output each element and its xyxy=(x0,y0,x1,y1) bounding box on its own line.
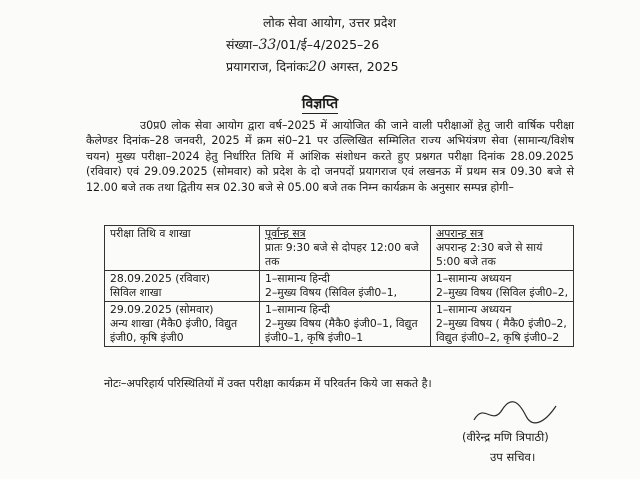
row2-afternoon xyxy=(431,302,574,347)
place-date xyxy=(226,58,399,75)
row2-morning xyxy=(260,302,431,347)
row1-date-branch xyxy=(105,271,260,302)
note-text: नोटः–अपरिहार्य परिस्थितियों में उक्त परीक्षा कार्यक्रम में परिवर्तन किये जा सकते है। xyxy=(104,377,432,390)
morning-title: पूर्वान्ह सत्र xyxy=(265,227,306,240)
afternoon-time: अपरान्ह 2:30 बजे से सायं 5:00 बजे तक xyxy=(436,241,543,268)
header-morning-session xyxy=(260,226,431,271)
date-rest: अगस्त, 2025 xyxy=(330,59,399,74)
row2-date-branch xyxy=(105,302,260,347)
row2-morning-paper2: 2–मुख्य विषय (मैकै0 इंजी0–1, विद्युत इंजी0–1, कृषि इंजी0–1 xyxy=(265,317,418,344)
header-afternoon-session xyxy=(431,226,574,271)
row1-date: 28.09.2025 (रविवार) xyxy=(110,272,211,285)
table-header-row xyxy=(105,226,574,271)
row1-afternoon-paper1: 1–सामान्य अध्ययन xyxy=(436,272,512,285)
place-prefix: प्रयागराज, दिनांकः xyxy=(226,59,309,74)
ref-suffix: /01/ई–4/2025–26 xyxy=(276,37,380,52)
signatory-designation: उप सचिव। xyxy=(490,450,536,464)
signature-scribble xyxy=(470,398,560,428)
reference-number xyxy=(226,36,379,53)
header-date-branch xyxy=(105,226,260,271)
table-row xyxy=(105,271,574,302)
row2-afternoon-paper1: 1–सामान्य अध्ययन xyxy=(436,303,512,316)
exam-schedule-table xyxy=(104,225,574,347)
afternoon-title: अपरान्ह सत्र xyxy=(436,227,484,240)
row2-branch: अन्य शाखा (मैकै0 इंजी0, विद्युत इंजी0, कृषि इंजी0 xyxy=(110,317,238,344)
notice-body xyxy=(86,118,574,195)
ref-number-handwritten: 33 xyxy=(258,37,277,53)
header-c1-text: परीक्षा तिथि व शाखा xyxy=(110,227,191,240)
row1-morning xyxy=(260,271,431,302)
row2-date: 29.09.2025 (सोमवार) xyxy=(110,303,214,316)
notice-title xyxy=(0,94,640,113)
row2-morning-paper1: 1–सामान्य हिन्दी xyxy=(265,303,330,316)
row1-afternoon-paper2: 2–मुख्य विषय (सिविल इंजी0–2, xyxy=(436,286,569,299)
row1-afternoon xyxy=(431,271,574,302)
row2-afternoon-paper2: 2–मुख्य विषय ( मैकै0 इंजी0–2, विद्युत इंजी0–2, कृषि इंजी0–2 xyxy=(436,317,567,344)
morning-time: प्रातः 9:30 बजे से दोपहर 12:00 बजे तक xyxy=(265,241,419,268)
signatory-name: (वीरेन्द्र मणि त्रिपाठी) xyxy=(462,430,549,444)
row1-morning-paper2: 2–मुख्य विषय (सिविल इंजी0–1, xyxy=(265,286,398,299)
date-day-handwritten: 20 xyxy=(308,59,327,75)
org-name: लोक सेवा आयोग, उत्तर प्रदेश xyxy=(263,15,396,30)
row1-morning-paper1: 1–सामान्य हिन्दी xyxy=(265,272,330,285)
ref-prefix: संख्या– xyxy=(226,37,259,52)
notice-title-text: विज्ञप्ति xyxy=(301,96,339,112)
row1-branch: सिविल शाखा xyxy=(110,286,162,299)
notice-body-text: उ0प्र0 लोक सेवा आयोग द्वारा वर्ष–2025 में आयोजित की जाने वाली परीक्षाओं हेतु जारी वार्षिक परीक्षा कैलेण्डर दिनांक–28 जनवरी, 2025 में क्रम सं0–21 पर उल्लिखित सम्मिलित राज्य अभियंत्रण सेवा (सामान्य/विशेष चयन) मुख्य परीक्षा–2024 हेतु निर्धारित तिथि में आंशिक संशोधन करते हुए प्रश्नगत परीक्षा दिनांक 28.09.2025 (रविवार) एवं 29.09.2025 (सोमवार) को प्रदेश के दो जनपदों प्रयागराज एवं लखनऊ में प्रथम सत्र 09.30 बजे से 12.00 बजे तक तथा द्वितीय सत्र 02.30 बजे से 05.00 बजे तक निम्न कार्यक्रम के अनुसार सम्पन्न होगी– xyxy=(86,119,574,194)
table-row xyxy=(105,302,574,347)
